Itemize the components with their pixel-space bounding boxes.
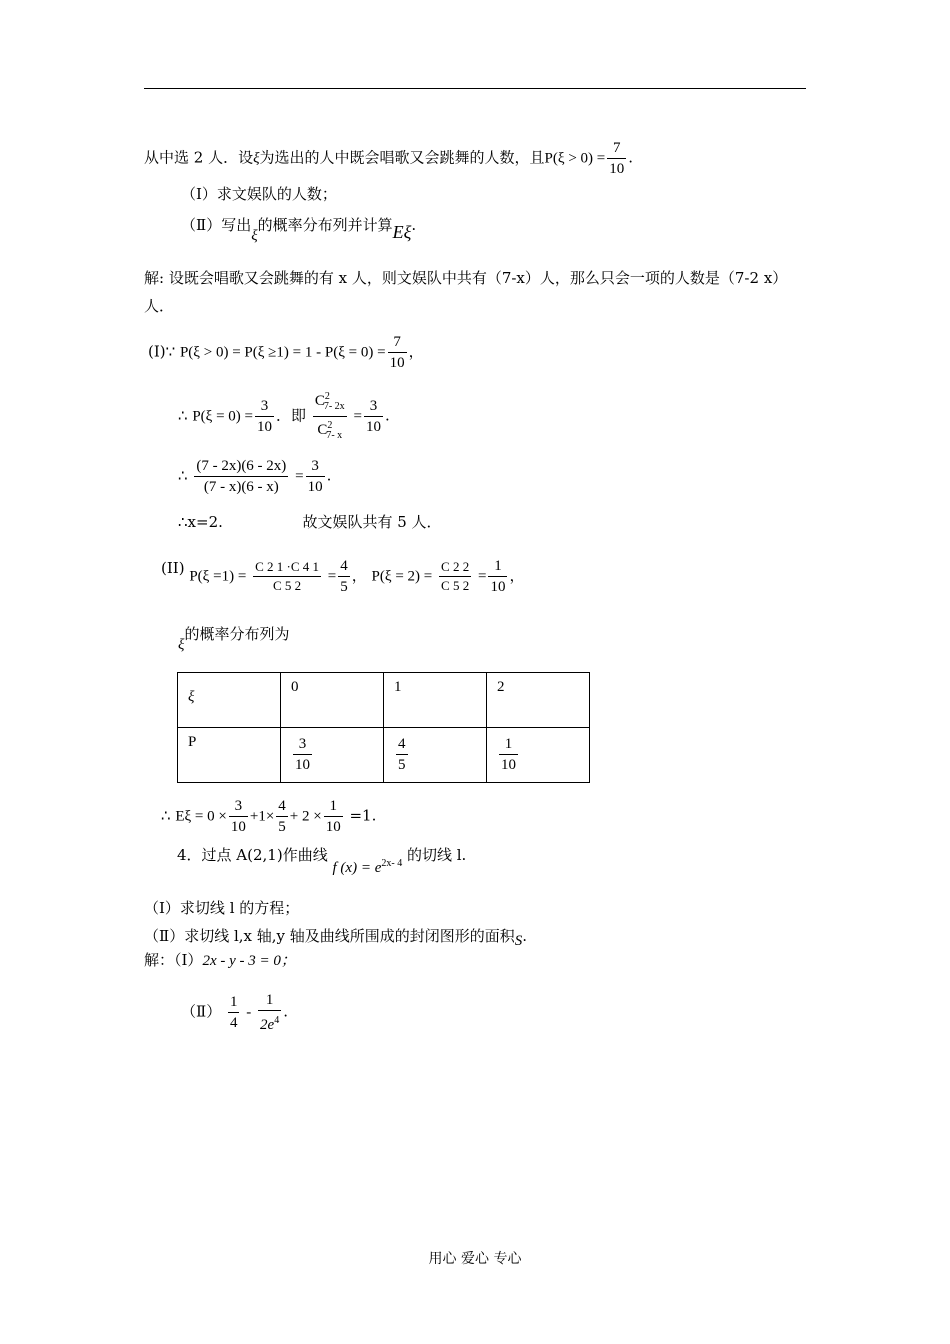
question-2: （Ⅱ）写出ξ的概率分布列并计算Eξ. bbox=[181, 216, 417, 244]
table-cell: $\frac{4}{5}$ bbox=[384, 728, 487, 783]
table-row bbox=[178, 728, 590, 783]
expectation: ∴ Eξ = 0 × $\frac{3}{10}$ +1× $\frac{4}{5}$ + 2 × $\frac{1}{10}$ =1. bbox=[161, 798, 377, 835]
step-2: ∴ P(ξ = 0) = $\frac{3}{10}$ ．即 $\frac{C^2_{7- 2x}}{C^2_{7- x}}$ = $\frac{3}{10}$ . bbox=[178, 388, 390, 445]
step-1: (I)∵ P(ξ > 0) = P(ξ ≥1) = 1 - P(ξ = 0) = $\frac{7}{10}$ ， bbox=[148, 334, 424, 371]
table-header-cell: ξ bbox=[178, 673, 281, 728]
page-footer: 用心 爱心 专心 bbox=[428, 1251, 522, 1267]
step-4: ∴x=2. 故文娱队共有 5 人． bbox=[178, 513, 442, 531]
question-1: （Ⅰ）求文娱队的人数； bbox=[181, 185, 337, 203]
distribution-table bbox=[177, 672, 590, 783]
solution-intro-line1: 解: 设既会唱歌又会跳舞的有 x 人，则文娱队中共有（7-x）人，那么只会一项的人数是（7-2 x） bbox=[144, 269, 788, 287]
table-header-cell: 2 bbox=[487, 673, 590, 728]
table-cell: $\frac{1}{10}$ bbox=[487, 728, 590, 783]
table-cell: $\frac{3}{10}$ bbox=[281, 728, 384, 783]
problem-4-question-1: （Ⅰ）求切线 l 的方程； bbox=[144, 899, 300, 917]
problem-4-question-2: （Ⅱ）求切线 l,x 轴,y 轴及曲线所围成的封闭图形的面积S. bbox=[144, 927, 528, 949]
table-row bbox=[178, 673, 590, 728]
table-header-cell: 0 bbox=[281, 673, 384, 728]
table-header-cell: 1 bbox=[384, 673, 487, 728]
problem-stem: 从中选 2 人．设ξ为选出的人中既会唱歌又会跳舞的人数，且P(ξ > 0) = $\frac{7}{10}$ . bbox=[144, 140, 634, 177]
solution-intro-line2: 人． bbox=[144, 297, 175, 315]
header-rule bbox=[144, 88, 806, 89]
step-3: ∴ $\frac{(7 - 2x)(6 - 2x)}{(7 - x)(6 - x)}$ = $\frac{3}{10}$ . bbox=[178, 458, 332, 495]
combination-fraction: $\frac{C^2_{7- 2x}}{C^2_{7- x}}$ bbox=[313, 388, 347, 445]
answer-2: （Ⅱ） $\frac{1}{4}$ - $\frac{1}{2e^4}$ . bbox=[181, 992, 288, 1033]
distribution-caption: ξ的概率分布列为 bbox=[178, 625, 290, 653]
answer-1: 解：（Ⅰ）2x - y - 3 = 0； bbox=[144, 951, 296, 969]
fraction: $\frac{7}{10}$ bbox=[609, 140, 625, 177]
step-5: (II) P(ξ =1) = $\frac{C 2 1 \cdot C 4 1}{C 5 2}$ = $\frac{4}{5}$ ， P(ξ = 2) = $\frac{C 2 2}{C 5 2}$ = $\frac{1}{10}$ ， bbox=[161, 558, 525, 595]
table-cell: P bbox=[178, 728, 281, 783]
problem-4-stem: 4．过点 A(2,1)作曲线 f $(x) = e^{2x- 4}$ 的切线 l. bbox=[177, 846, 467, 876]
